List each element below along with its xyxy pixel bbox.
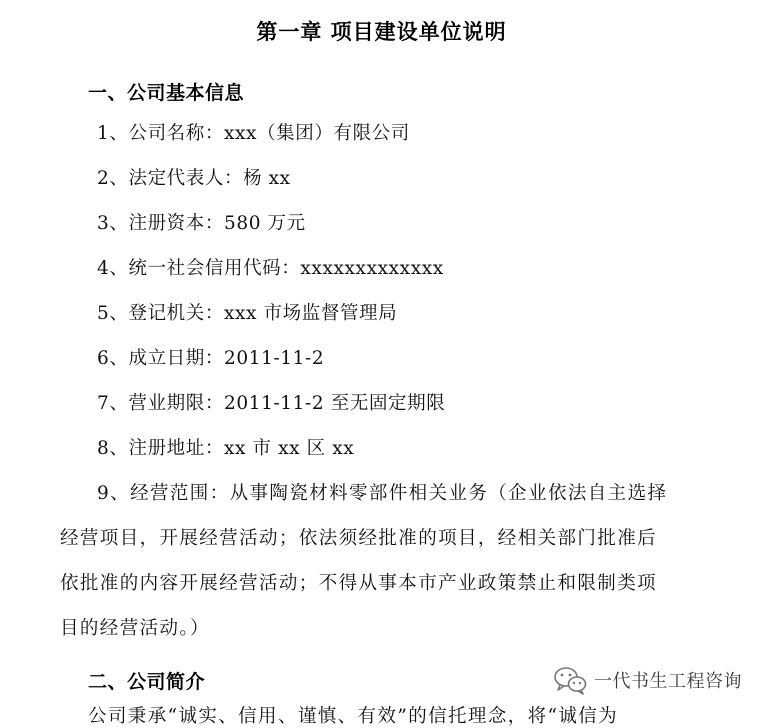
section-heading-basic-info: 一、公司基本信息 <box>88 82 245 104</box>
info-registered-capital: 3、注册资本：580 万元 <box>97 213 306 234</box>
business-scope-line-4: 目的经营活动。） <box>60 618 210 639</box>
info-legal-representative: 2、法定代表人：杨 xx <box>97 168 291 189</box>
info-registration-authority: 5、登记机关：xxx 市场监督管理局 <box>97 303 398 324</box>
chapter-title: 第一章 项目建设单位说明 <box>256 20 507 44</box>
company-profile-partial-line: 公司秉承“诚实、信用、谨慎、有效”的信托理念，将“诚信为 <box>88 706 619 727</box>
section-heading-company-profile: 二、公司简介 <box>88 671 206 693</box>
info-business-term: 7、营业期限：2011-11-2 至无固定期限 <box>97 393 446 414</box>
info-registered-address: 8、注册地址：xx 市 xx 区 xx <box>97 438 355 459</box>
info-credit-code: 4、统一社会信用代码：xxxxxxxxxxxxx <box>97 258 444 279</box>
business-scope-line-2: 经营项目，开展经营活动；依法须经批准的项目，经相关部门批准后 <box>60 528 658 549</box>
info-establishment-date: 6、成立日期：2011-11-2 <box>97 348 325 369</box>
info-company-name: 1、公司名称：xxx（集团）有限公司 <box>97 123 410 144</box>
business-scope-line-3: 依批准的内容开展经营活动；不得从事本市产业政策禁止和限制类项 <box>60 573 658 594</box>
watermark-text: 一代书生工程咨询 <box>594 671 742 692</box>
watermark <box>552 664 742 696</box>
wechat-icon <box>552 665 588 695</box>
business-scope-line-1: 9、经营范围：从事陶瓷材料零部件相关业务（企业依法自主选择 <box>97 483 668 504</box>
